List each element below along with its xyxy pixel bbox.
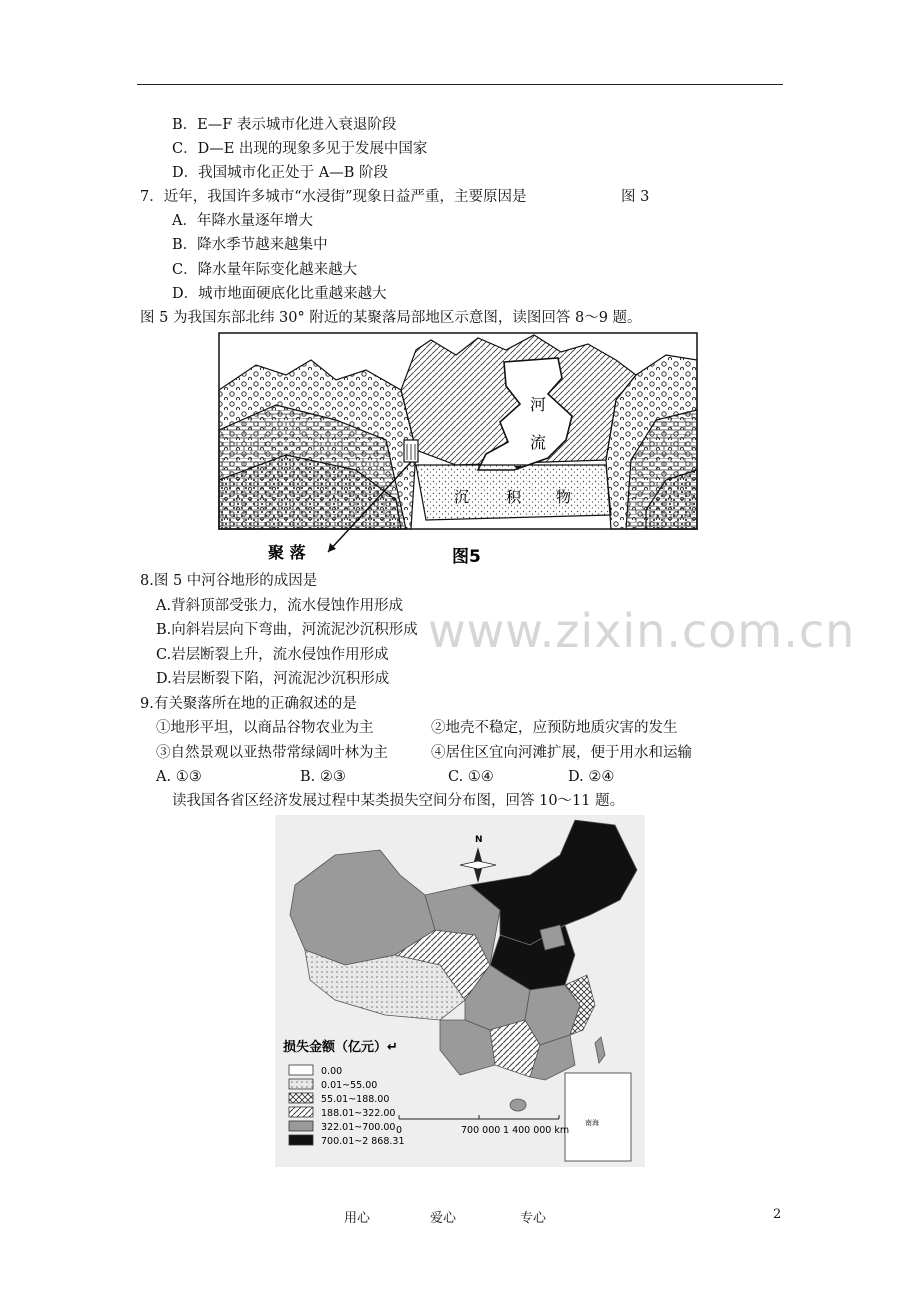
map-intro: 读我国各省区经济发展过程中某类损失空间分布图，回答 10～11 题。 [172, 793, 625, 809]
watermark: www.zixin.com.cn [428, 604, 856, 658]
inset-sea-label: 南海 [585, 1119, 599, 1127]
q9-statement-4: ④居住区宜向河滩扩展，便于用水和运输 [431, 745, 692, 761]
q8-option-c: C.岩层断裂上升，流水侵蚀作用形成 [156, 647, 389, 663]
scale-label-1400000: 1 400 000 km [503, 1125, 570, 1136]
q7-option-a: A．年降水量逐年增大 [172, 213, 313, 229]
q9-stem: 9.有关聚落所在地的正确叙述的是 [140, 696, 357, 712]
q7-option-d: D．城市地面硬底化比重越来越大 [172, 286, 387, 302]
q6-option-d: D．我国城市化正处于 A—B 阶段 [172, 165, 388, 181]
q8-option-b: B.向斜岩层向下弯曲，河流泥沙沉积形成 [156, 622, 418, 638]
q8-option-a: A.背斜顶部受张力，流水侵蚀作用形成 [156, 598, 404, 614]
sediment-label-wu: 物 [556, 488, 572, 506]
q8-option-d: D.岩层断裂下陷，河流泥沙沉积形成 [156, 671, 390, 687]
china-loss-map [275, 815, 645, 1167]
legend-item-5: 322.01~700.00 [321, 1122, 396, 1133]
q9-statement-1: ①地形平坦，以商品谷物农业为主 [156, 720, 374, 736]
q9-choice-b: B. ②③ [300, 769, 346, 785]
legend-item-1: 0.00 [321, 1066, 343, 1077]
river-label-liu: 流 [530, 433, 547, 452]
legend-item-3: 55.01~188.00 [321, 1094, 390, 1105]
figure-5-cross-section [216, 330, 700, 572]
q9-choice-a: A. ①③ [156, 769, 202, 785]
q9-choice-c: C. ①④ [448, 769, 494, 785]
sediment-label-ji: 积 [506, 488, 522, 506]
header-rule [137, 84, 783, 85]
river-label-he: 河 [530, 395, 547, 414]
footer-word-3: 专心 [520, 1211, 547, 1226]
legend-item-6: 700.01~2 868.31 [321, 1136, 405, 1147]
q6-option-c: C．D—E 出现的现象多见于发展中国家 [172, 141, 428, 157]
legend-item-4: 188.01~322.00 [321, 1108, 396, 1119]
figure-5-caption: 图5 [452, 547, 481, 567]
q6-option-b: B．E—F 表示城市化进入衰退阶段 [172, 117, 397, 133]
scale-label-0: 0 [396, 1125, 403, 1136]
footer-word-1: 用心 [344, 1211, 371, 1226]
q9-choice-d: D. ②④ [568, 769, 615, 785]
north-label: N [475, 835, 483, 845]
settlement-label: 聚 落 [268, 543, 306, 562]
q7-figure-ref: 图 3 [621, 189, 650, 205]
page-number: 2 [773, 1207, 782, 1222]
q7-option-c: C．降水量年际变化越来越大 [172, 262, 358, 278]
fig5-intro: 图 5 为我国东部北纬 30° 附近的某聚落局部地区示意图，读图回答 8～9 题。 [140, 310, 642, 326]
scale-label-700000: 700 000 [461, 1125, 501, 1136]
q7-stem: 7．近年，我国许多城市“水浸街”现象日益严重，主要原因是 [140, 189, 527, 205]
legend-item-2: 0.01~55.00 [321, 1080, 378, 1091]
q7-option-b: B．降水季节越来越集中 [172, 237, 328, 253]
q9-statement-2: ②地壳不稳定，应预防地质灾害的发生 [431, 720, 678, 736]
q9-statement-3: ③自然景观以亚热带常绿阔叶林为主 [156, 745, 388, 761]
legend-title: 损失金额（亿元）↵ [283, 1040, 398, 1055]
sediment-label-chen: 沉 [454, 488, 470, 506]
q8-stem: 8.图 5 中河谷地形的成因是 [140, 573, 318, 589]
footer-word-2: 爱心 [430, 1211, 457, 1226]
